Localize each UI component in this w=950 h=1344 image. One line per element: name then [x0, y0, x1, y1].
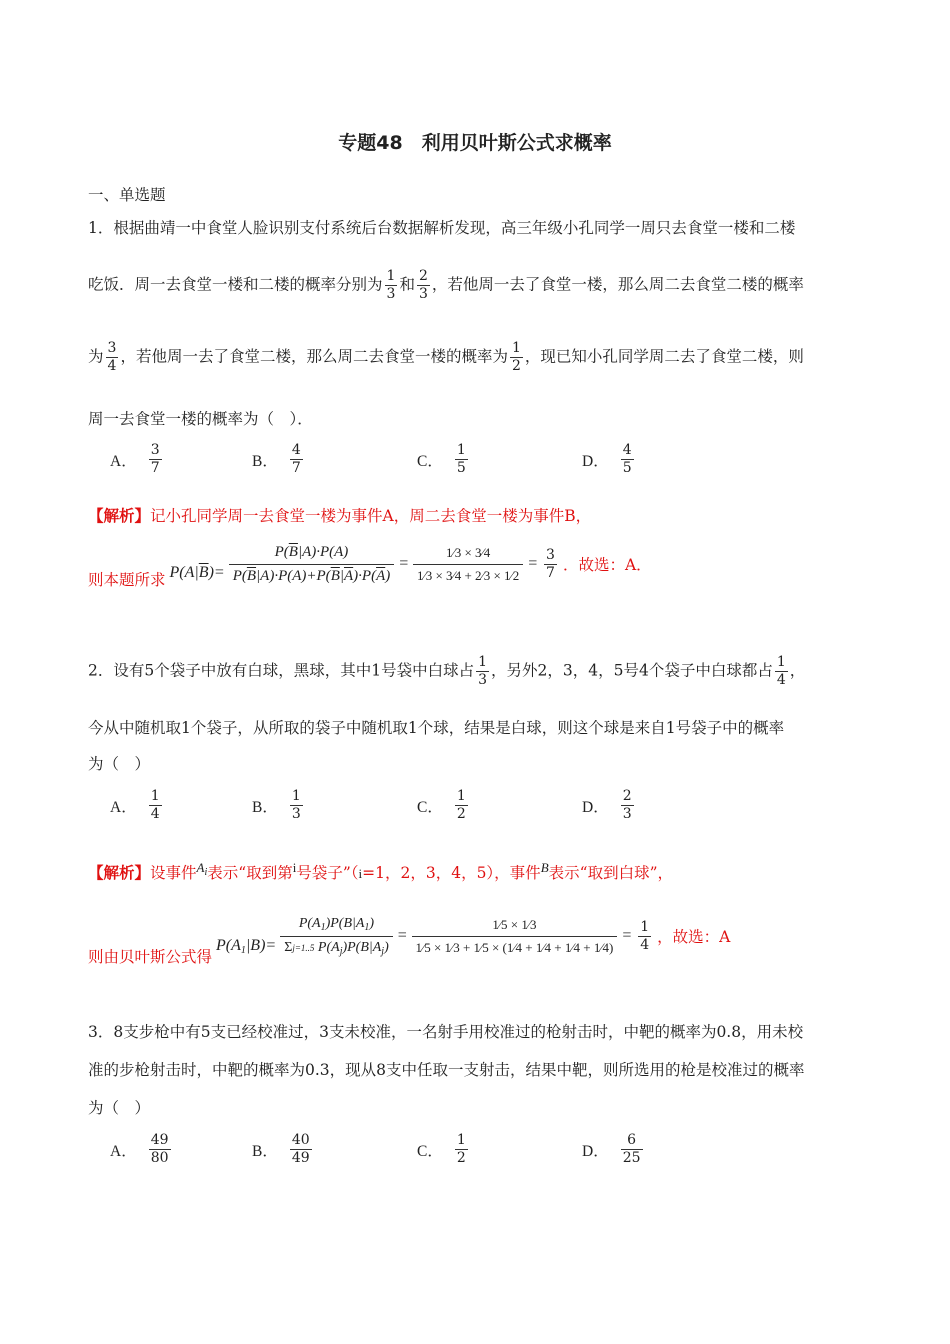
q2-option-d[interactable]: D． $\frac{2}{3}$	[582, 788, 632, 822]
q3-line2: 准的步枪射击时，中靶的概率为0.3，现从8支中任取一支射击，结果中靶，则所选用的枪是校准过的概率	[88, 1061, 805, 1079]
q3-option-c[interactable]: C． $\frac{1}{2}$	[417, 1132, 466, 1166]
q2-solution-intro: 【解析】设事件$^{A_i}$表示“取到第$^i$号袋子”（i=1，2，3，4，5），事件$^B$表示“取到白球”，	[88, 860, 673, 882]
q1-line3: 为 $\frac{3}{4}$ ，若他周一去了食堂二楼，那么周二去食堂一楼的概率为 $\frac{1}{2}$ ，现已知小孔同学周二去了食堂二楼，则	[88, 340, 804, 374]
q1-option-b[interactable]: B． $\frac{4}{7}$	[252, 442, 301, 476]
q2-option-c[interactable]: C． $\frac{1}{2}$	[417, 788, 466, 822]
q3-option-d[interactable]: D． $\frac{6}{25}$	[582, 1132, 641, 1166]
section-heading: 一、单选题	[88, 186, 166, 204]
q3-option-a[interactable]: A． $\frac{49}{80}$	[110, 1132, 169, 1166]
q3-option-b[interactable]: B． $\frac{40}{49}$	[252, 1132, 310, 1166]
q2-line3: 为（ ）	[88, 755, 151, 773]
q3-line3: 为（ ）	[88, 1099, 151, 1117]
page-title: 专题48 利用贝叶斯公式求概率	[338, 132, 612, 154]
q1-solution-formula: 则本题所求 $P(A|\overline{B})=$ $\frac{P(\overline{B}|A)\cdot P(A)}{P(\overline{B}|A)\cdot P(A)+P(\overline{B}|\overline{A})\cdot P(\overline{A})}$ = $\frac{1⁄3 \times 3⁄4}{1⁄3 \times 3⁄4 + 2⁄3 \times 1⁄2}$ = $\frac{3}{7}$ ．故选：A．	[88, 543, 652, 589]
q2-solution-formula: 则由贝叶斯公式得 $P(A_1|B)=$ $\frac{P(A_1)P(B|A_1)}{\Sigma j=1..5 P(A_j)P(B|A_j)}$ = $\frac{1⁄5 \times 1⁄3}{1⁄5 \times 1⁄3 + 1⁄5 \times (1⁄4 + 1⁄4 + 1⁄4 + 1⁄4)}$ = $\frac{1}{4}$ ，故选：A	[88, 915, 731, 966]
q3-line1: 3．8支步枪中有5支已经校准过，3支未校准，一名射手用校准过的枪射击时，中靶的概率为0.8，用未校	[88, 1023, 804, 1041]
q1-option-c[interactable]: C． $\frac{1}{5}$	[417, 442, 466, 476]
q1-line1: 1．根据曲靖一中食堂人脸识别支付系统后台数据解析发现，高三年级小孔同学一周只去食堂一楼和二楼	[88, 219, 796, 237]
q1-solution-intro: 【解析】记小孔同学周一去食堂一楼为事件A，周二去食堂一楼为事件B，	[88, 506, 592, 525]
q1-option-d[interactable]: D． $\frac{4}{5}$	[582, 442, 632, 476]
q2-option-b[interactable]: B． $\frac{1}{3}$	[252, 788, 301, 822]
q1-option-a[interactable]: A． $\frac{3}{7}$	[110, 442, 160, 476]
q2-line2: 今从中随机取1个袋子，从所取的袋子中随机取1个球，结果是白球，则这个球是来自1号袋子中的概率	[88, 719, 785, 737]
q2-line1: 2．设有5个袋子中放有白球，黑球，其中1号袋中白球占 $\frac{1}{3}$ ，另外2，3，4，5号4个袋子中白球都占 $\frac{1}{4}$ ，	[88, 654, 806, 688]
q1-line2: 吃饭．周一去食堂一楼和二楼的概率分别为 $\frac{1}{3}$ 和 $\frac{2}{3}$ ，若他周一去了食堂一楼，那么周二去食堂二楼的概率	[88, 268, 804, 302]
q1-line4: 周一去食堂一楼的概率为（ ）．	[88, 410, 313, 428]
q2-option-a[interactable]: A． $\frac{1}{4}$	[110, 788, 160, 822]
